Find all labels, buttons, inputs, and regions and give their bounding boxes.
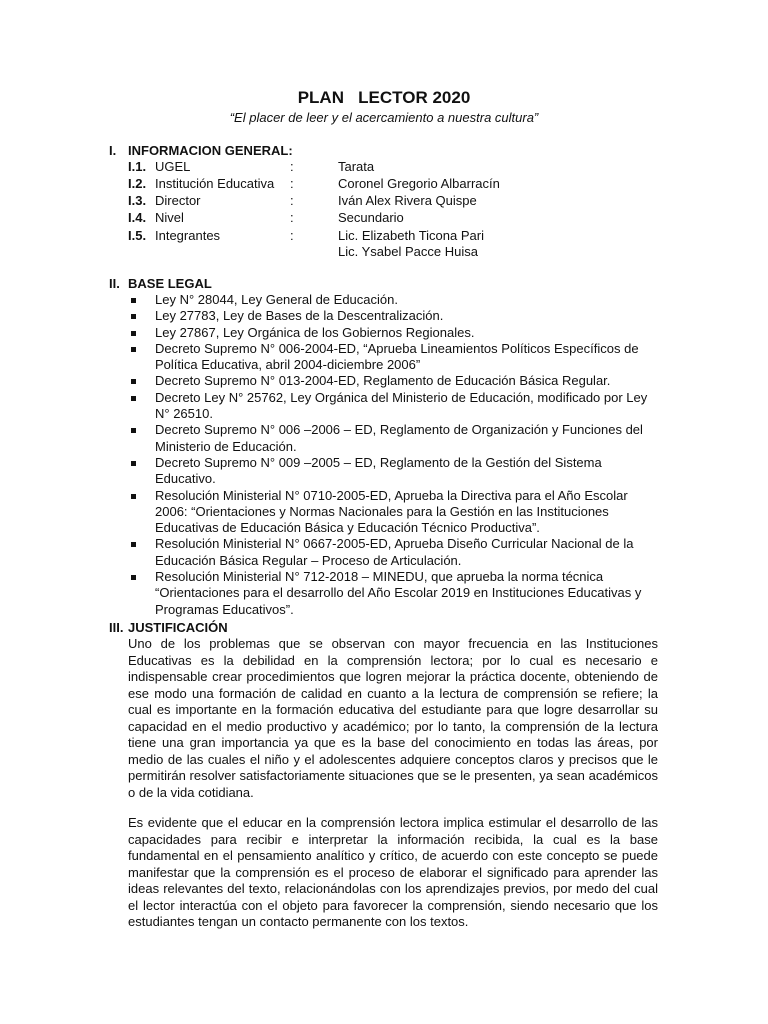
info-row-colon: :	[290, 210, 294, 225]
square-bullet-icon	[131, 314, 136, 319]
section-title: INFORMACION GENERAL:	[128, 143, 293, 158]
info-row-colon: :	[290, 159, 294, 174]
square-bullet-icon	[131, 298, 136, 303]
info-row-label: Institución Educativa	[155, 176, 275, 191]
info-row-number: I.5.	[128, 228, 147, 243]
list-item: Resolución Ministerial N° 0710-2005-ED, Aprueba la Directiva para el Año Escolar 2006: “Orientaciones y Normas Nacionales para la Gestión en las Instituciones Educativas de Educación Básica y Educación Técnico Productiva”.	[128, 488, 648, 537]
list-item: Resolución Ministerial N° 0667-2005-ED, Aprueba Diseño Curricular Nacional de la Educación Básica Regular – Proceso de Articulación.	[128, 536, 648, 569]
info-row-colon: :	[290, 193, 294, 208]
info-row-colon: :	[290, 228, 294, 243]
info-row-value: Coronel Gregorio Albarracín	[338, 176, 500, 191]
info-row-institucion	[128, 176, 638, 193]
info-row-label: Integrantes	[155, 228, 221, 243]
square-bullet-icon	[131, 347, 136, 352]
info-row-value: Tarata	[338, 159, 375, 174]
info-row-ugel	[128, 159, 638, 176]
info-row-value: Secundario	[338, 210, 404, 225]
justification-paragraph: Es evidente que el educar en la comprensión lectora implica estimular el desarrollo de las capacidades para recibir e interpretar la información recibida, la cual es la base fundamental en el pensamiento analítico y crítico, de acuerdo con este concepto se puede manifestar que la comprensión es el proceso de elaborar el significado para aprender las ideas relevantes del texto, relacionándolas con los aprendizajes previos, por medo del cual el lector interactúa con el objeto para favorecer la comprensión, siendo necesario que los estudiantes tengan un contacto permanente con los textos.	[128, 815, 658, 929]
section-number: III.	[109, 620, 124, 635]
legal-basis-list	[128, 292, 648, 618]
info-row-number: I.3.	[128, 193, 147, 208]
info-row-number: I.2.	[128, 176, 147, 191]
info-row-nivel	[128, 210, 638, 227]
section-heading-justificacion	[109, 620, 228, 636]
section-number: I.	[109, 143, 117, 158]
document-subtitle: “El placer de leer y el acercamiento a nuestra cultura”	[229, 110, 539, 125]
square-bullet-icon	[131, 575, 136, 580]
square-bullet-icon	[131, 461, 136, 466]
square-bullet-icon	[131, 428, 136, 433]
section-title: BASE LEGAL	[128, 276, 212, 291]
justification-paragraph: Uno de los problemas que se observan con mayor frecuencia en las Instituciones Educativas es la debilidad en la comprensión lectora; por lo cual es necesario e indispensable crear procedimientos que logren mejorar la práctica docente, obteniendo de ese modo una formación de calidad en cuanto a la lectura de comprensión se refiere; la cual es importante en la formación educativa del estudiante para que logre desarrollar su capacidad en el medio productivo y académico; por lo tanto, la comprensión de la lectura tiene una gran importancia ya que es la base del conocimiento en todas las áreas, por medio de las cuales el niño y el adolescentes adquiere conceptos claros y precisos que le permitirán resolver satisfactoriamente situaciones que se le presenten, ya sean académicos o de la vida cotidiana.	[128, 636, 658, 800]
info-row-value: Lic. Ysabel Pacce Huisa	[338, 244, 478, 259]
section-heading-informacion-general	[109, 143, 293, 159]
list-item: Decreto Ley N° 25762, Ley Orgánica del Ministerio de Educación, modificado por Ley N° 26510.	[128, 390, 648, 423]
list-item: Decreto Supremo N° 013-2004-ED, Reglamento de Educación Básica Regular.	[128, 373, 648, 389]
square-bullet-icon	[131, 494, 136, 499]
info-row-colon: :	[290, 176, 294, 191]
square-bullet-icon	[131, 396, 136, 401]
section-number: II.	[109, 276, 120, 291]
info-row-label: Director	[155, 193, 201, 208]
square-bullet-icon	[131, 542, 136, 547]
list-item: Ley 27867, Ley Orgánica de los Gobiernos Regionales.	[128, 325, 648, 341]
info-row-number: I.4.	[128, 210, 147, 225]
section-heading-base-legal	[109, 276, 212, 292]
list-item: Ley 27783, Ley de Bases de la Descentralización.	[128, 308, 648, 324]
info-row-value: Lic. Elizabeth Ticona Pari	[338, 228, 484, 243]
square-bullet-icon	[131, 331, 136, 336]
square-bullet-icon	[131, 379, 136, 384]
list-item: Ley N° 28044, Ley General de Educación.	[128, 292, 648, 308]
info-row-label: Nivel	[155, 210, 184, 225]
info-row-integrantes-continued	[128, 244, 638, 261]
list-item: Decreto Supremo N° 006-2004-ED, “Aprueba Lineamientos Políticos Específicos de Política Educativa, abril 2004-diciembre 2006”	[128, 341, 648, 374]
info-row-director	[128, 193, 638, 210]
info-row-number: I.1.	[128, 159, 147, 174]
list-item: Decreto Supremo N° 006 –2006 – ED, Reglamento de Organización y Funciones del Ministerio de Educación.	[128, 422, 648, 455]
info-row-label: UGEL	[155, 159, 191, 174]
section-title: JUSTIFICACIÓN	[128, 620, 228, 635]
info-row-integrantes	[128, 228, 638, 245]
document-title: PLAN LECTOR 2020	[297, 88, 471, 107]
info-row-value: Iván Alex Rivera Quispe	[338, 193, 477, 208]
list-item: Decreto Supremo N° 009 –2005 – ED, Reglamento de la Gestión del Sistema Educativo.	[128, 455, 648, 488]
list-item: Resolución Ministerial N° 712-2018 – MINEDU, que aprueba la norma técnica “Orientaciones para el desarrollo del Año Escolar 2019 en Instituciones Educativas y Programas Educativos”.	[128, 569, 648, 618]
